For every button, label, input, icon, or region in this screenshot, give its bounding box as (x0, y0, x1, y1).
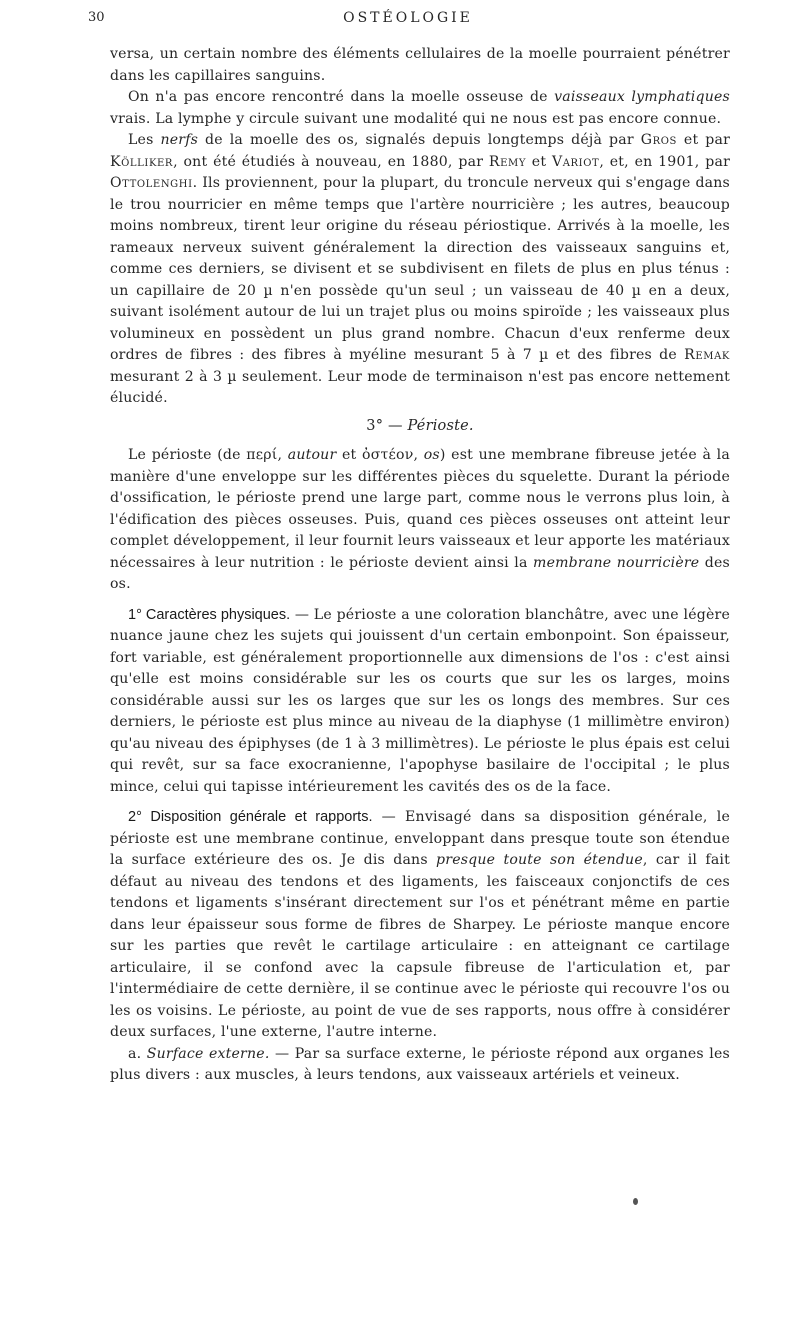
text-run: versa, un certain nombre des éléments cellulaires de la moelle pourraient pénétrer dans les capillaires sanguins. (110, 46, 730, 84)
author-name: Remak (684, 347, 730, 363)
body-text (110, 44, 730, 1087)
italic-term: Surface externe. (146, 1045, 270, 1062)
text-run: et ὀστέον, (336, 447, 424, 463)
text-run: On n'a pas encore rencontré dans la moelle osseuse de (128, 89, 555, 105)
author-name: Gros (640, 132, 677, 148)
italic-term: autour (287, 447, 337, 463)
spacer (110, 798, 730, 807)
text-run: — Le périoste a une coloration blanchâtre, avec une légère nuance jaune chez les sujets qui jouissent d'un certain embonpoint. Son épaisseur, fort variable, est généralement proportionnelle aux dimensions de l'os : c'est ainsi qu'elle est moins considérable sur les os courts que sur les os larges, moins considérable aussi sur les os larges que sur les os longs des membres. Sur ces derniers, le périoste est plus mince au niveau de la diaphyse (1 millimètre environ) qu'au niveau des épiphyses (de 1 à 3 millimètres). Le périoste le plus épais est celui qui revêt, sur sa face exocranienne, l'apophyse basilaire de l'occipital ; le plus mince, celui qui tapisse intérieurement les cavités des os de la face. (110, 606, 731, 795)
text-run: et par (676, 132, 731, 148)
text-run: ) est une membrane fibreuse jetée à la manière d'une enveloppe sur les différentes pièces du squelette. Durant la période d'ossification, le périoste prend une large part, comme nous le verrons plus loin, à l'édification des pièces osseuses. Puis, quand ces pièces osseuses ont atteint leur complet développement, il leur fournit leurs vaisseaux et leur apporte les matériaux nécessaires à leur nutrition : le périoste devient ainsi la (110, 447, 730, 571)
text-run: Le périoste (de περί, (128, 447, 288, 463)
italic-term: vaisseaux lymphatiques (554, 89, 730, 105)
italic-term: membrane nourricière (533, 554, 700, 571)
text-run: , et, en 1901, par (599, 153, 731, 170)
text-run: des os. (110, 554, 730, 592)
author-name: Remy (488, 153, 527, 170)
italic-term: nerfs (160, 132, 199, 148)
section-dash: — (383, 417, 408, 434)
text-run: , car il fait défaut au niveau des tendons et des ligaments, les faisceaux conjonctifs de ces tendons et ligaments s'insérant directement sur l'os et pénétrant même en partie dans leur épaisseur sous forme de fibres de Sharpey. Le périoste manque encore sur les parties que revêt le cartilage articulaire : en atteignant ce cartilage articulaire, il se confond avec la capsule fibreuse de l'articulation et, par l'intermédiaire de cette dernière, il se continue avec le périoste qui recouvre l'os ou les os voisins. Le périoste, au point de vue de ses rapports, nous offre à considérer deux surfaces, l'une externe, l'autre interne. (110, 852, 730, 1040)
ink-dot (633, 1198, 638, 1205)
paragraph-periosteum-intro (110, 445, 730, 596)
paragraph-lymphatics (110, 87, 730, 130)
text-run: et (526, 153, 552, 170)
running-title: OSTÉOLOGIE (343, 10, 473, 26)
subheading-general-disposition: 2° Disposition générale et rapports. (128, 809, 373, 825)
text-run: — Envisagé dans sa disposition générale, le périoste est une membrane continue, enveloppant dans presque toute son étendue la surface extérieure des os. Je dis dans (110, 809, 730, 868)
list-label: a. (128, 1045, 147, 1062)
page-number: 30 (88, 10, 105, 25)
paragraph-continuation (110, 44, 730, 87)
section-title: Périoste. (407, 417, 474, 434)
text-run: Les (128, 132, 161, 148)
paragraph-external-surface (110, 1044, 730, 1087)
author-name: Kölliker (110, 153, 174, 170)
section-number: 3° (366, 417, 384, 434)
author-name: Variot (551, 153, 600, 170)
subheading-physical-characters: 1° Caractères physiques. (128, 606, 291, 623)
italic-term: os (423, 447, 440, 463)
running-header (88, 8, 728, 30)
text-run: — Par sa surface externe, le périoste répond aux organes les plus divers : aux muscles, à leurs tendons, aux vaisseaux artériels et veineux. (110, 1045, 730, 1083)
text-run: de la moelle des os, signalés depuis longtemps déjà par (198, 132, 641, 148)
author-name: Ottolenghi (110, 175, 193, 191)
paragraph-physical-characters (110, 605, 730, 799)
paragraph-general-disposition (110, 807, 730, 1044)
text-run: , ont été étudiés à nouveau, en 1880, par (173, 153, 489, 170)
spacer (110, 596, 730, 605)
text-run: vrais. La lymphe y circule suivant une modalité qui ne nous est pas encore connue. (110, 110, 722, 127)
text-run: mesurant 2 à 3 µ seulement. Leur mode de terminaison n'est pas encore nettement élucidé. (110, 368, 730, 406)
text-run: . Ils proviennent, pour la plupart, du troncule nerveux qui s'engage dans le trou nourricier en même temps que l'artère nourricière ; les autres, beaucoup moins nombreux, tirent leur origine du réseau périostique. Arrivés à la moelle, les rameaux nerveux suivent généralement la direction des vaisseaux sanguins et, comme ces derniers, se divisent et se subdivisent en filets de plus en plus ténus : un capillaire de 20 µ n'en possède qu'un seul ; un vaisseau de 40 µ en a deux, suivant isolément autour de lui un trajet plus ou moins spiroïde ; les vaisseaux plus volumineux en possèdent un plus grand nombre. Chacun d'eux renferme deux ordres de fibres : des fibres à myéline mesurant 5 à 7 µ et des fibres de (110, 175, 730, 363)
italic-term: presque toute son étendue (436, 852, 643, 868)
section-heading-periosteum (110, 416, 730, 438)
paragraph-nerves (110, 130, 730, 410)
